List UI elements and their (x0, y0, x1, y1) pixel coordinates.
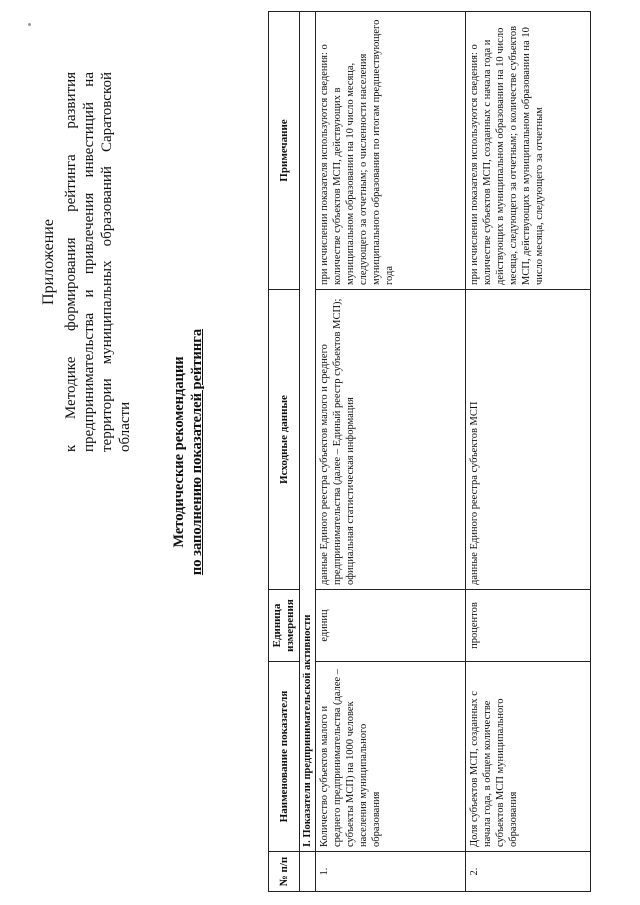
header-name: Наименование показателя (269, 662, 300, 852)
header-num: № п/п (269, 852, 300, 892)
row-note: при исчислении показателя используются сведения: о количестве субъектов МСП, действующих в муниципальном образовании на 10 число месяца, следующего за отчетным; о численности населения муниципального образования по итогам предшествующего года (316, 12, 466, 290)
section-row (300, 12, 316, 892)
indicators-table (268, 11, 591, 892)
table-header-row (269, 12, 300, 892)
header-unit: Единица измерения (269, 590, 300, 662)
row-unit: единиц (316, 590, 466, 662)
heading-line-2: по заполнению показателей рейтинга (189, 328, 205, 576)
row-unit: процентов (466, 590, 591, 662)
rotated-page (20, 12, 620, 892)
row-note: при исчислении показателя используются сведения: о количестве субъектов МСП, созданных с начала года и действующих в муниципальном образовании на 10 число месяца, следующего за отчетным; о количестве субъектов МСП, действующих в муниципальном образовании на 10 число месяца, следующего за отчетным (466, 12, 591, 290)
row-num: 2. (466, 852, 591, 892)
header-note: Примечание (269, 12, 300, 290)
appendix-block (40, 72, 134, 452)
row-source: данные Единого реестра субъектов МСП (466, 290, 591, 590)
table-row (466, 12, 591, 892)
row-num: 1. (316, 852, 466, 892)
row-source: данные Единого реестра субъектов малого и среднего предпринимательства (далее – Единый реестр субъектов МСП); официальная статистическая информация (316, 290, 466, 590)
row-name: Количество субъектов малого и среднего предпринимательства (далее – субъекты МСП) на 1000 человек населения муниципального образования (316, 662, 466, 852)
table-row (316, 12, 466, 892)
document-heading (170, 272, 206, 632)
header-source: Исходные данные (269, 290, 300, 590)
appendix-text: к Методике формирования рейтинга развития предпринимательства и привлечения инвестиций на территории муниципальных образований Саратовской области (63, 72, 133, 452)
row-name: Доля субъектов МСП, созданных с начала года, в общем количестве субъектов МСП муниципального образования (466, 662, 591, 852)
heading-line-1: Методические рекомендации (171, 356, 187, 548)
appendix-title: Приложение (40, 219, 57, 305)
section-title: I. Показатели предпринимательской активности (300, 12, 316, 852)
section-spacer (300, 852, 316, 892)
scan-speck (28, 23, 31, 26)
